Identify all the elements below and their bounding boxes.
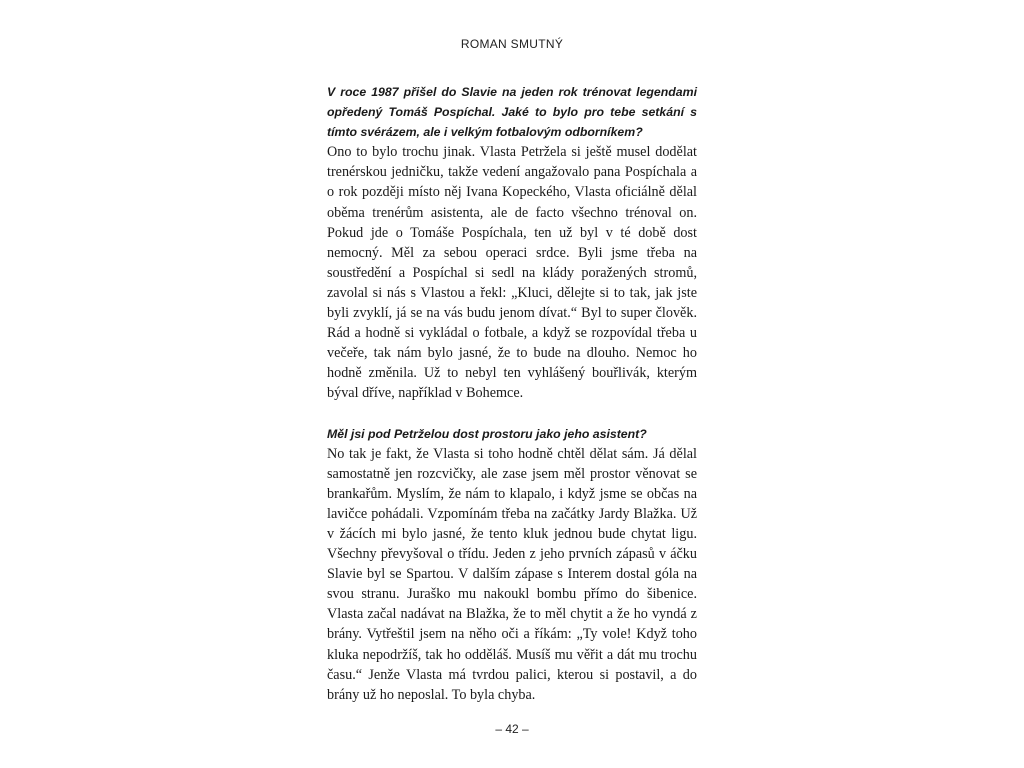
body-text	[327, 82, 697, 705]
interview-answer: No tak je fakt, že Vlasta si toho hodně chtěl dělat sám. Já dělal samostatně jen rozcvičky, ale zase jsem měl prostor věnovat se brankařům. Myslím, že nám to klapalo, i když jsme se občas na lavičce pohádali. Vzpomínám třeba na začátky Jardy Blažka. Už v žácích mi bylo jasné, že tento kluk jednou bude chytat ligu. Všechny převyšoval o třídu. Jeden z jeho prvních zápasů v áčku Slavie byl se Spartou. V dalším zápase s Interem dostal góla na svou stranu. Juraško mu nakoukl bombu přímo do šibenice. Vlasta začal nadávat na Blažka, že to měl chytit a že ho vyndá z brány. Vytřeštil jsem na něho oči a říkám: „Ty vole! Když toho kluka nepodržíš, tak ho odděláš. Musíš mu věřit a dát mu trochu času.“ Jenže Vlasta má tvrdou palici, kterou si postavil, a do brány už ho neposlal. To byla chyba.	[327, 445, 697, 703]
running-header: ROMAN SMUTNÝ	[460, 37, 564, 51]
interview-answer: Ono to bylo trochu jinak. Vlasta Petržela si ještě musel dodělat trenérskou jedničku, takže vedení angažovalo pana Pospíchala a o rok později místo něj Ivana Kopeckého, Vlasta oficiálně dělal oběma trenérům asistenta, ale de facto všechno trénoval on. Pokud jde o Tomáše Pospíchala, ten už byl v té době dost nemocný. Měl za sebou operaci srdce. Byli jsme třeba na soustředění a Pospíchal si sedl na klády poražených stromů, zavolal si nás s Vlastou a řekl: „Kluci, dělejte si to tak, jak jste byli zvyklí, já se na vás budu jenom dívat.“ Byl to super člověk. Rád a hodně si vykládal o fotbale, a když se rozpovídal třeba u večeře, tak nám bylo jasné, že to bude na dlouho. Nemoc ho hodně změnila. Už to nebyl ten vyhlášený bouřlivák, kterým býval dříve, například v Bohemce.	[327, 144, 697, 402]
interview-question: V roce 1987 přišel do Slavie na jeden rok trénovat legendami opředený Tomáš Pospíchal. Jaké to bylo pro tebe setkání s tímto svérázem, ale i velkým fotbalovým odborníkem?	[327, 85, 697, 140]
section-spacer	[327, 404, 697, 424]
page-number: – 42 –	[495, 722, 529, 736]
interview-question: Měl jsi pod Petrželou dost prostoru jako jeho asistent?	[327, 426, 647, 441]
